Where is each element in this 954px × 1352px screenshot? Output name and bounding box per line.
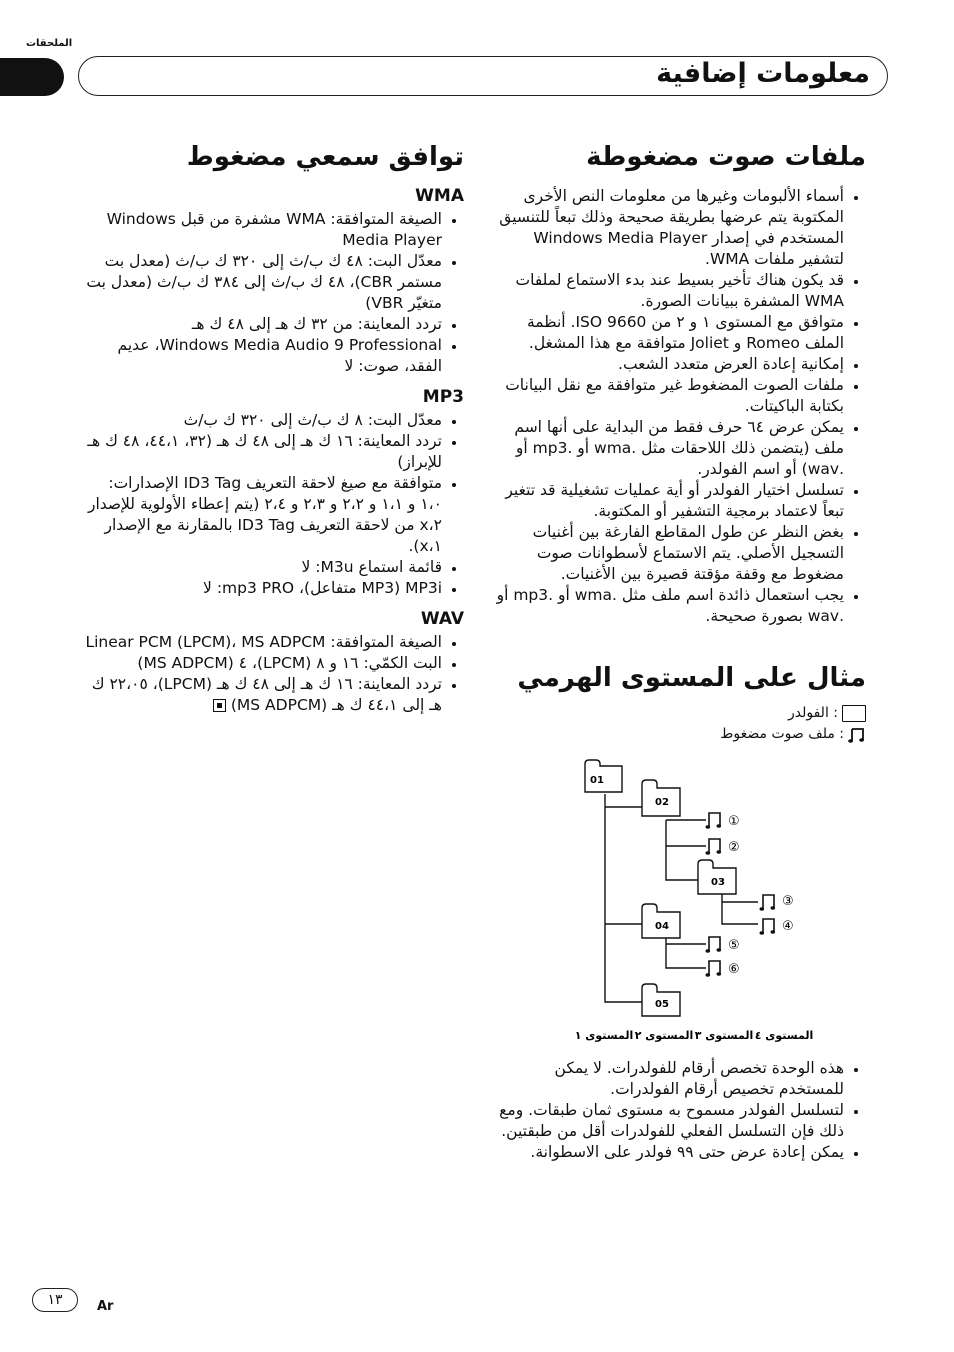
level-label: المستوى ٣ bbox=[694, 1029, 754, 1042]
legend-folder bbox=[486, 703, 866, 724]
legend-folder-label: : الفولدر bbox=[787, 705, 838, 721]
file-number: ④ bbox=[782, 919, 794, 934]
folder-01 bbox=[585, 760, 622, 792]
list-item: • لتسلسل الفولدر مسموح به مستوى ثمان طبقات. ومع ذلك فإن التسلسل الفعلي للفولدرات أقل من طبقتين. bbox=[486, 1100, 844, 1142]
list-item: • يمكن إعادة عرض حتى ٩٩ فولدر على الاسطوانة. bbox=[486, 1142, 844, 1163]
list-item: • متوافقة مع صيغ لاحقة التعريف ID3 Tag الإصدارات: ١،٠ و ١،١ و ٢،٢ و ٢،٣ و ٢،٤ (يتم إعطاء الأولوية للإصدار ٢،x من لاحقة التعريف ID3 Tag بالمقارنة مع الإصدار ١،x). bbox=[84, 473, 442, 557]
file-icons bbox=[706, 813, 776, 977]
language-code: Ar bbox=[97, 1299, 114, 1314]
page-title: معلومات إضافية bbox=[656, 58, 870, 89]
mp3-list bbox=[84, 410, 464, 599]
folder-label: 01 bbox=[590, 775, 604, 786]
list-item: • Windows Media Audio 9 Professional، عديم الفقد، صوت: لا bbox=[84, 335, 442, 377]
list-item: • قائمة استماع M3u: لا bbox=[84, 557, 442, 578]
list-item: • معدّل البت: ٤٨ ك ب/ث إلى ٣٢٠ ك ب/ث (معدل بت مستمر CBR)، ٤٨ ك ب/ث إلى ٣٨٤ ك ب/ث (معدل بت متغيّر VBR) bbox=[84, 251, 442, 314]
list-item: • البت الكمّي: ١٦ و ٨ (LPCM)، ٤ (MS ADPCM) bbox=[84, 653, 442, 674]
level-label: المستوى ٢ bbox=[634, 1029, 694, 1042]
section-label: الملحقات bbox=[26, 38, 73, 49]
music-note-icon bbox=[760, 919, 776, 935]
list-item: • قد يكون هناك تأخير بسيط عند بدء الاستماع لملفات WMA المشفرة ببيانات الصورة. bbox=[486, 270, 844, 312]
list-item: • معدّل البت: ٨ ك ب/ث إلى ٣٢٠ ك ب/ث bbox=[84, 410, 442, 431]
level-label: المستوى ٤ bbox=[754, 1029, 814, 1042]
end-mark-icon bbox=[213, 699, 226, 712]
folder-04 bbox=[642, 904, 680, 938]
right-column bbox=[486, 140, 866, 745]
file-number: ⑥ bbox=[728, 962, 740, 977]
wma-list bbox=[84, 209, 464, 377]
list-item: • هذه الوحدة تخصص أرقام للفولدرات. لا يمكن للمستخدم تخصيص أرقام الفولدرات. bbox=[486, 1058, 844, 1100]
legend-file-label: : ملف صوت مضغوط bbox=[720, 726, 844, 742]
list-item: • الصيغة المتوافقة: WMA مشفرة من قبل Windows Media Player bbox=[84, 209, 442, 251]
page-number: ١٣ bbox=[32, 1288, 78, 1312]
compressed-files-list bbox=[486, 186, 866, 627]
list-item-text: تردد المعاينة: ١٦ ك هـ إلى ٤٨ ك هـ (LPCM)، ٢٢،٠٥ ك هـ إلى ٤٤،١ ك هـ (MS ADPCM) bbox=[91, 675, 442, 714]
legend-file bbox=[486, 724, 866, 745]
mp3-heading: MP3 bbox=[422, 387, 464, 407]
wav-list bbox=[84, 632, 464, 716]
wav-heading: WAV bbox=[420, 609, 464, 629]
file-number: ⑤ bbox=[728, 938, 740, 953]
list-item: • تسلسل اختيار الفولدر أو أية عمليات تشغيلية قد تتغير تبعاً لاعتماد برمجية التشفير أو المكتوبة. bbox=[486, 480, 844, 522]
music-note-icon bbox=[848, 726, 866, 744]
list-item: • يجب استعمال ذائدة اسم ملف مثل .wma أو .mp3 أو .wav بصورة صحيحة. bbox=[486, 585, 844, 627]
hierarchy-example-heading: مثال على المستوى الهرمي bbox=[517, 663, 866, 693]
folder-label: 05 bbox=[655, 999, 669, 1010]
music-note-icon bbox=[706, 961, 722, 977]
list-item: • يمكن عرض ٦٤ حرف فقط من البداية على أنها اسم ملف (يتضمن ذلك اللاحقات مثل .wma أو .mp3 أو .wav) أو اسم الفولدر. bbox=[486, 417, 844, 480]
list-item: • تردد المعاينة: ١٦ ك هـ إلى ٤٨ ك هـ (٣٢، ٤٤،١، ٤٨ ك هـ للإبراز) bbox=[84, 431, 442, 473]
list-item: • أسماء الألبومات وغيرها من معلومات النص الأخرى المكتوبة يتم عرضها بطريقة صحيحة وذلك تبعاً للتنسيق المستخدم في إصدار Windows Media Player لتشفير ملفات WMA. bbox=[486, 186, 844, 270]
list-item bbox=[84, 674, 442, 716]
folder-icon bbox=[842, 705, 866, 722]
folder-label: 03 bbox=[711, 877, 725, 888]
folder-05 bbox=[642, 984, 680, 1016]
file-numbers bbox=[728, 814, 794, 977]
folder-03 bbox=[698, 860, 736, 894]
list-item: • ملفات الصوت المضغوط غير متوافقة مع نقل البيانات بكتابة الباكيتات. bbox=[486, 375, 844, 417]
hierarchy-notes bbox=[486, 1058, 866, 1163]
file-number: ② bbox=[728, 840, 740, 855]
file-number: ③ bbox=[782, 894, 794, 909]
list-item: • متوافق مع المستوى ١ و ٢ من ISO 9660. أنظمة الملف Romeo و Joliet متوافقة مع هذا المشغل. bbox=[486, 312, 844, 354]
list-item: • MP3i (MP3 متفاعل)، mp3 PRO: لا bbox=[84, 578, 442, 599]
section-tab bbox=[0, 58, 64, 96]
folder-label: 02 bbox=[655, 797, 669, 808]
folder-02 bbox=[642, 780, 680, 816]
music-note-icon bbox=[706, 813, 722, 829]
music-note-icon bbox=[760, 895, 776, 911]
compatibility-heading: توافق سمعي مضغوط bbox=[186, 142, 464, 172]
list-item: • إمكانية إعادة العرض متعدد الشعب. bbox=[486, 354, 844, 375]
list-item: • تردد المعاينة: من ٣٢ ك هـ إلى ٤٨ ك هـ bbox=[84, 314, 442, 335]
music-note-icon bbox=[706, 839, 722, 855]
list-item: • بغض النظر عن طول المقاطع الفارغة بين أغنيات التسجيل الأصلي. يتم الاستماع لأسطوانات صوت مضغوط مع وقفة مؤقتة قصيرة بين الأغنيات. bbox=[486, 522, 844, 585]
music-note-icon bbox=[706, 937, 722, 953]
folder-hierarchy-diagram bbox=[560, 752, 880, 1052]
folder-label: 04 bbox=[655, 921, 669, 932]
compressed-files-heading: ملفات صوت مضغوطة bbox=[586, 142, 866, 172]
level-labels bbox=[575, 1029, 814, 1042]
file-number: ① bbox=[728, 814, 740, 829]
level-label: المستوى ١ bbox=[574, 1029, 634, 1042]
list-item: • الصيغة المتوافقة: Linear PCM (LPCM)، MS ADPCM bbox=[84, 632, 442, 653]
wma-heading: WMA bbox=[415, 186, 464, 206]
left-column bbox=[84, 140, 464, 716]
